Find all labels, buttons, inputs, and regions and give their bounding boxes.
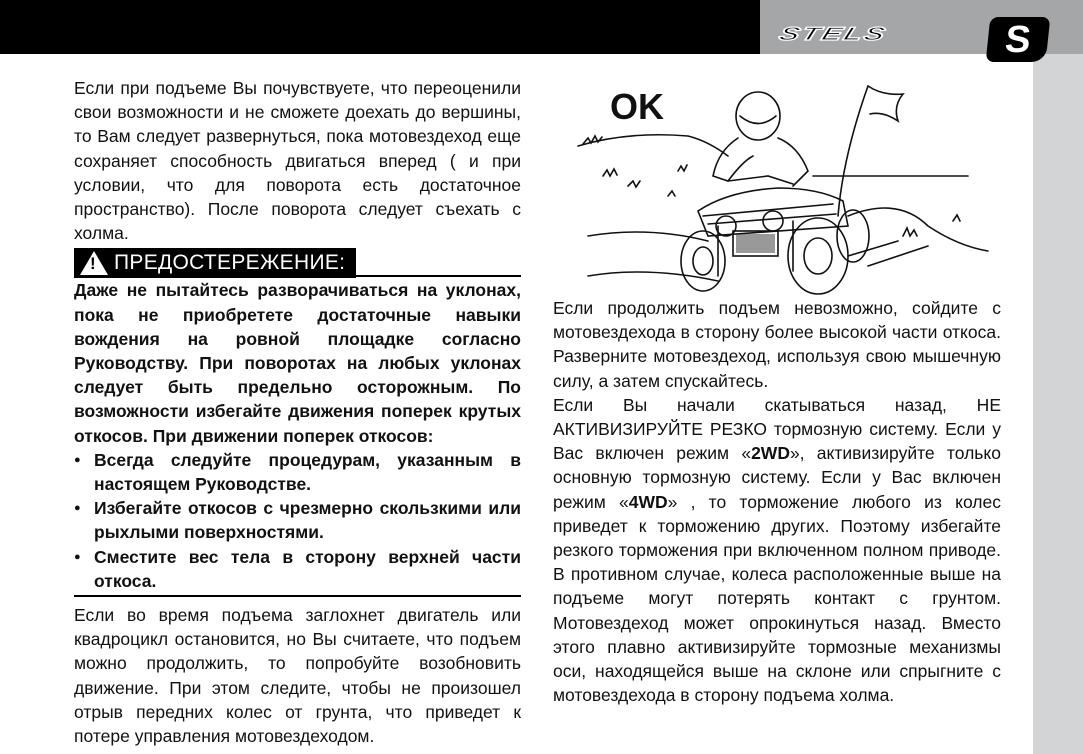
bullet-item: ● Сместите вес тела в сторону верхней части откоса. [74,545,521,593]
outro-paragraph: Если во время подъема заглохнет двигатель или квадроцикл остановится, но Вы считаете, что подъем можно продолжить, то попробуйте возобновить движение. При этом следите, чтобы не произошел отрыв передних колес от грунта, что приведет к потере управления мотовездеходом. [74,605,521,747]
side-strip [1033,54,1083,754]
warning-underline [356,275,521,277]
intro-paragraph: Если при подъеме Вы почувствуете, что переоценили свои возможности и не сможете доехать до вершины, то Вам следует развернуться, пока мотовездеход еще сохраняет способность двигаться вперед ( и при условии, что для поворота есть достаточное пространство). После поворота следует съехать с холма. [74,78,521,244]
warning-label-box [74,248,356,278]
logo-s-mark-icon: S [986,17,1051,62]
stels-logo [776,14,1061,61]
warning-bullet-list [74,448,521,593]
rollback-paragraph: Если Вы начали скатываться назад, НЕ АКТИВИЗИРУЙТЕ РЕЗКО тормозную систему. Если у Вас включен режим «2WD», активизируйте только основную тормозную систему. Если у Вас включен режим «4WD» , то торможение любого из колес приведет к торможению других. Поэтому избегайте резкого торможения при включенном полном приводе. В противном случае, колеса расположенные выше на подъеме могут потерять контакт с грунтом. Мотовездеход может опрокинуться назад. Вместо этого плавно активизируйте тормозные механизмы оси, находящейся выше на склоне или спрыгните с мотовездехода в сторону подъема холма. [553,394,1002,706]
ok-label: OK [610,86,664,127]
warning-title: ПРЕДОСТЕРЕЖЕНИЕ: [114,251,346,275]
mode-2wd: 2WD [751,443,790,464]
warning-triangle-icon [80,251,108,275]
dismount-paragraph: Если продолжить подъем невозможно, сойдите с мотовездехода в сторону более высокой части откоса. Разверните мотовездеход, используя свою мышечную силу, а затем спускайтесь. [553,298,1001,391]
header-black-band [0,0,760,54]
left-column [74,76,521,748]
atv-rider-icon [568,76,1013,296]
warning-body: Даже не пытайтесь разворачиваться на уклонах, пока не приобретете достаточные навыки вождения на ровной площадке согласно Руководству. При поворотах на любых уклонах следует быть предельно осторожным. По возможности избегайте движения поперек крутых откосов. При движении поперек откосов: [74,280,521,446]
warning-end-rule [74,595,521,597]
warning-header [74,248,521,278]
bullet-item: ● Избегайте откосов с чрезмерно скользкими или рыхлыми поверхностями. [74,496,521,544]
mode-4wd: 4WD [628,491,668,512]
right-column [553,296,1001,707]
logo-wordmark: STELS [776,24,890,45]
bullet-item: ● Всегда следуйте процедурам, указанным в настоящем Руководстве. [74,448,521,496]
atv-illustration [568,76,1013,296]
